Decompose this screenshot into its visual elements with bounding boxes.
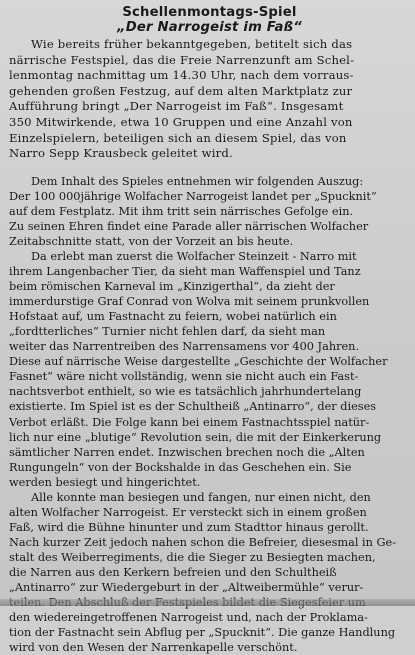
text-line: lenmontag nachmittag um 14.30 Uhr, nach dem vorraus-: [9, 68, 354, 83]
intro-paragraph: [9, 37, 410, 162]
text-line: Nach kurzer Zeit jedoch nahen schon die Befreier, diesesmal in Ge-: [9, 535, 397, 549]
text-line: gehenden großen Festzug, auf dem alten Marktplatz zur: [9, 83, 353, 98]
text-line: Zeitabschnitte statt, von der Vorzeit an bis heute.: [9, 234, 294, 248]
paragraph-gap: [9, 162, 410, 174]
text-line: stalt des Weiberregiments, die die Sieger zu Besiegten machen,: [9, 550, 376, 564]
text-line: Dem Inhalt des Spieles entnehmen wir folgenden Auszug:: [31, 174, 364, 188]
text-line: nachtsverbot enthielt, so wie es tatsächlich jahrhundertelang: [9, 385, 362, 399]
text-line: 350 Mitwirkende, etwa 10 Gruppen und eine Anzahl von: [9, 114, 353, 129]
article-title-line2: „Der Narrogeist im Faß“: [117, 20, 302, 35]
text-line: die Narren aus den Kerkern befreien und den Schultheiß: [9, 565, 337, 579]
article-title: [9, 5, 410, 35]
text-line: existierte. Im Spiel ist es der Schultheiß „Antinarro“, der dieses: [9, 400, 377, 414]
text-line: Faß, wird die Bühne hinunter und zum Stadttor hinaus gerollt.: [9, 520, 369, 534]
text-line: sämtlicher Narren endet. Inzwischen brechen noch die „Alten: [9, 445, 365, 459]
text-line: den wiedereingetroffenen Narrogeist und, nach der Proklama-: [9, 611, 368, 625]
text-line: immerdurstige Graf Conrad von Wolva mit seinem prunkvollen: [9, 295, 370, 309]
text-line: „Antinarro“ zur Wiedergeburt in der „Altweibermühle“ verur-: [9, 581, 364, 595]
text-line: Hofstaat auf, um Fastnacht zu feiern, wobei natürlich ein: [9, 310, 337, 324]
text-line: alten Wolfacher Narrogeist. Er versteckt sich in einem großen: [9, 505, 367, 519]
text-line: Diese auf närrische Weise dargestellte „Geschichte der Wolfacher: [9, 355, 388, 369]
text-line: Aufführung bringt „Der Narrogeist im Faß“. Insgesamt: [9, 99, 344, 114]
text-line: „fordtterliches“ Turnier nicht fehlen darf, da sieht man: [9, 325, 326, 339]
text-line: ihrem Langenbacher Tier, da sieht man Waffenspiel und Tanz: [9, 265, 361, 279]
text-line: Rungungeln“ von der Bockshalde in das Geschehen ein. Sie: [9, 460, 352, 474]
body-paragraph: [9, 174, 410, 655]
text-line: Der 100 000jährige Wolfacher Narrogeist landet per „Spucknit“: [9, 189, 377, 203]
text-line: Da erlebt man zuerst die Wolfacher Steinzeit - Narro mit: [31, 249, 357, 263]
text-line: Narro Sepp Krausbeck geleitet wird.: [9, 146, 233, 161]
text-line: närrische Festspiel, das die Freie Narrenzunft am Schel-: [9, 52, 355, 67]
text-line: tion der Fastnacht sein Abflug per „Spucknit“. Die ganze Handlung: [9, 626, 396, 640]
article-title-line1: Schellenmontags-Spiel: [122, 5, 297, 20]
clipping-bottom-edge: [0, 599, 415, 606]
text-line: weiter das Narrentreiben des Narrensamens vor 400 Jahren.: [9, 340, 360, 354]
text-line: wird von den Wesen der Narrenkapelle verschönt.: [9, 641, 298, 655]
text-line: lich nur eine „blutige“ Revolution sein, die mit der Einkerkerung: [9, 430, 382, 444]
text-line: beim römischen Karneval im „Kinzigerthal“, da zieht der: [9, 280, 335, 294]
text-line: Verbot erläßt. Die Folge kann bei einem Fastnachtsspiel natür-: [9, 415, 370, 429]
text-line: auf dem Festplatz. Mit ihm tritt sein närrisches Gefolge ein.: [9, 204, 354, 218]
text-line: Fasnet“ wäre nicht vollständig, wenn sie nicht auch ein Fast-: [9, 370, 359, 384]
text-line: werden besiegt und hingerichtet.: [9, 475, 201, 489]
text-line: Wie bereits früher bekanntgegeben, betitelt sich das: [31, 37, 353, 51]
text-line: Einzelspielern, beteiligen sich an diesem Spiel, das von: [9, 130, 347, 145]
text-line: Zu seinen Ehren findet eine Parade aller närrischen Wolfacher: [9, 219, 369, 233]
text-line: Alle konnte man besiegen und fangen, nur einen nicht, den: [31, 490, 371, 504]
